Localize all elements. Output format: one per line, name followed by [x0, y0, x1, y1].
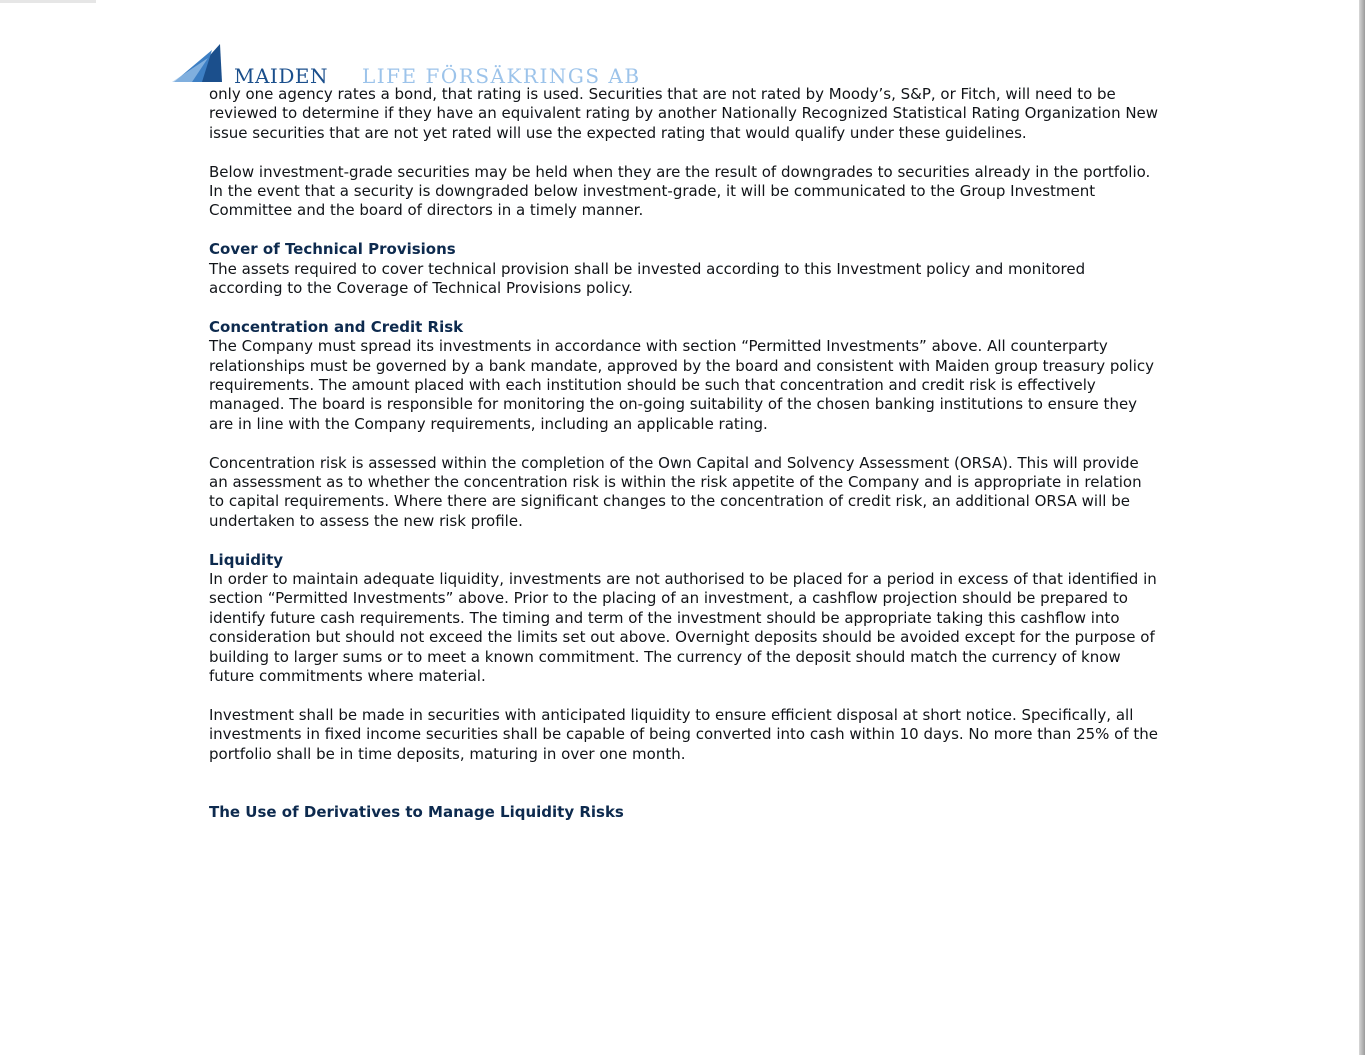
heading-derivatives-liquidity: The Use of Derivatives to Manage Liquidity Risks	[209, 802, 624, 821]
heading-liquidity: Liquidity	[209, 550, 284, 569]
paragraph-investment-liquidity: Investment shall be made in securities with anticipated liquidity to ensure efficient disposal at short notice. Specifically, all investments in fixed income securities shall be capable of being converted into cash within 10 days. No more than 25% of the portfolio shall be in time deposits, maturing in over one month.	[209, 705, 1159, 763]
paragraph-concentration-orsa: Concentration risk is assessed within the completion of the Own Capital and Solvency Assessment (ORSA). This will provide an assessment as to whether the concentration risk is within the risk appetite of the Company and is appropriate in relation to capital requirements. Where there are significant changes to the concentration of credit risk, an additional ORSA will be undertaken to assess the new risk profile.	[209, 453, 1142, 530]
paragraph-rating-agencies: only one agency rates a bond, that rating is used. Securities that are not rated by Moody’s, S&P, or Fitch, will need to be reviewed to determine if they have an equivalent rating by another Nationally Recognized Statistical Rating Organization New issue securities that are not yet rated will use the expected rating that would qualify under these guidelines.	[209, 85, 1159, 142]
scan-page-edge	[1359, 0, 1365, 1055]
sail-logo-icon	[172, 44, 228, 84]
brand-name: MAIDEN	[234, 64, 328, 88]
section-spacer	[209, 784, 1159, 803]
paragraph-cover-technical-provisions: The assets required to cover technical provision shall be invested according to this Investment policy and monitored according to the Coverage of Technical Provisions policy.	[209, 259, 1086, 298]
heading-concentration-credit-risk: Concentration and Credit Risk	[209, 317, 464, 336]
brand-subtitle: LIFE FÖRSÄKRINGS AB	[362, 64, 641, 88]
scan-corner-mark	[0, 0, 96, 3]
paragraph-liquidity: In order to maintain adequate liquidity, investments are not authorised to be placed for a period in excess of that identified in section “Permitted Investments” above. Prior to the placing of an investment, a cashflow projection should be prepared to identify future cash requirements. The timing and term of the investment should be appropriate taking this cashflow into consideration but should not exceed the limits set out above. Overnight deposits should be avoided except for the purpose of building to larger sums or to meet a known commitment. The currency of the deposit should match the currency of know future commitments where material.	[209, 570, 1157, 686]
document-header	[172, 44, 772, 88]
document-body	[209, 85, 1159, 822]
paragraph-below-investment-grade: Below investment-grade securities may be held when they are the result of downgrades to securities already in the portfolio. In the event that a security is downgraded below investment-grade, it will be communicated to the Group Investment Committee and the board of directors in a timely manner.	[209, 162, 1151, 220]
heading-cover-technical-provisions: Cover of Technical Provisions	[209, 240, 456, 259]
paragraph-counterparty: The Company must spread its investments in accordance with section “Permitted Investments” above. All counterparty relationships must be governed by a bank mandate, approved by the board and consistent with Maiden group treasury policy requirements. The amount placed with each institution should be such that concentration and credit risk is effectively managed. The board is responsible for monitoring the on-going suitability of the chosen banking institutions to ensure they are in line with the Company requirements, including an applicable rating.	[209, 337, 1154, 433]
